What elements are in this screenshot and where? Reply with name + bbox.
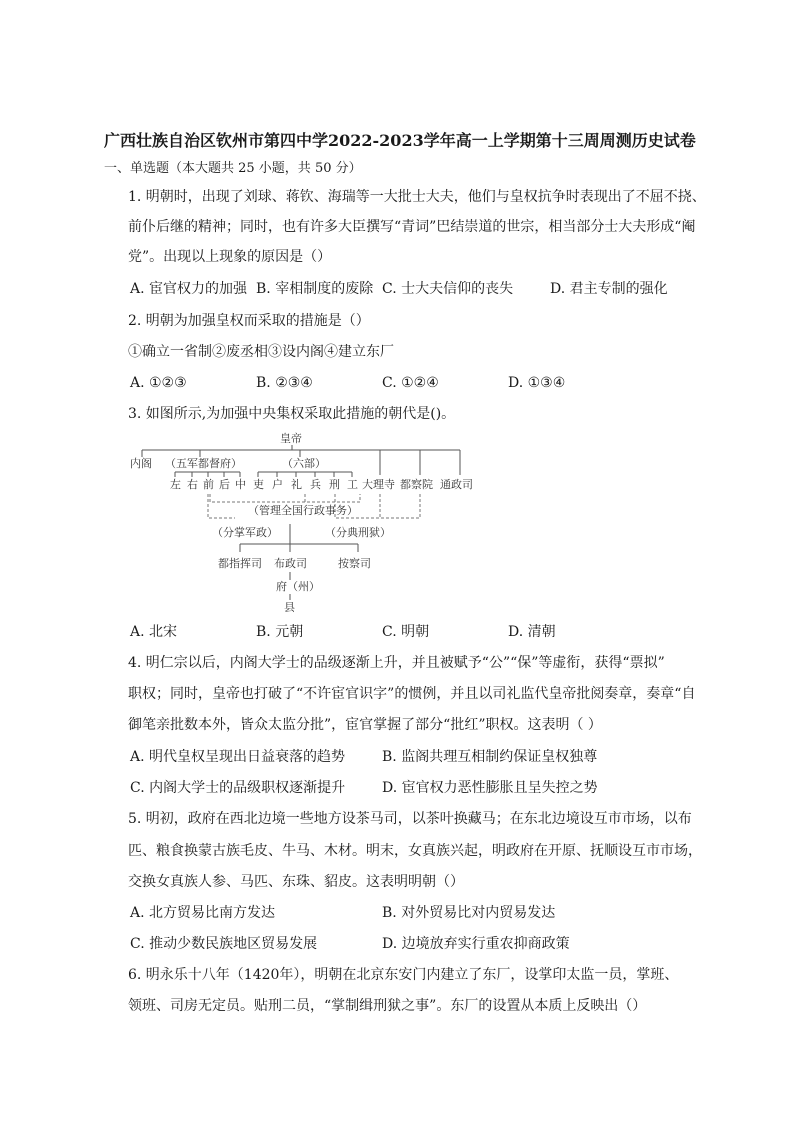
q3-line-1: 3. 如图所示,为加强中央集权采取此措施的朝代是()。 bbox=[128, 406, 456, 422]
q5-option-a[interactable]: A. 北方贸易比南方发达 bbox=[130, 905, 276, 921]
q4-line-2: 职权；同时，皇帝也打破了“不许宦官识字”的惯例，并且以司礼监代皇帝批阅奏章，奏章“自 bbox=[128, 686, 696, 702]
diagram-hu: 户 bbox=[272, 478, 283, 491]
ming-government-diagram bbox=[130, 430, 490, 615]
q4-option-b[interactable]: B. 监阁共理互相制约保证皇权独尊 bbox=[382, 749, 598, 765]
q3-option-a[interactable]: A. 北宋 bbox=[130, 624, 178, 640]
diagram-zhong: 中 bbox=[235, 478, 246, 491]
q1-option-a[interactable]: A. 宦官权力的加强 bbox=[130, 281, 248, 297]
diagram-zuo: 左 bbox=[170, 478, 181, 491]
q1-line-1: 1. 明朝时，出现了刘球、蒋钦、海瑞等一大批士大夫，他们与皇权抗争时表现出了不屈不挠、 bbox=[128, 189, 706, 205]
q4-option-c[interactable]: C. 内阁大学士的品级职权逐渐提升 bbox=[130, 780, 346, 796]
diagram-li: 吏 bbox=[253, 478, 264, 491]
q2-option-a[interactable]: A. ①②③ bbox=[130, 375, 187, 391]
q1-option-b[interactable]: B. 宰相制度的废除 bbox=[256, 281, 374, 297]
diagram-guanli: （管理全国行政事务） bbox=[248, 504, 358, 517]
q2-option-b[interactable]: B. ②③④ bbox=[256, 375, 313, 391]
q4-option-d[interactable]: D. 宦官权力恶性膨胀且呈失控之势 bbox=[382, 780, 598, 796]
diagram-neige: 内阁 bbox=[130, 457, 152, 470]
diagram-xing: 刑 bbox=[329, 478, 340, 491]
q1-option-c[interactable]: C. 士大夫信仰的丧失 bbox=[382, 281, 514, 297]
diagram-fendian: （分典刑狱） bbox=[325, 526, 391, 539]
q3-option-d[interactable]: D. 清朝 bbox=[508, 624, 556, 640]
diagram-ancha: 按察司 bbox=[338, 557, 371, 570]
diagram-gong: 工 bbox=[347, 478, 358, 491]
diagram-hou: 后 bbox=[219, 478, 230, 491]
q1-line-2: 前仆后继的精神；同时，也有许多大臣撰写“青词”巴结崇道的世宗，相当部分士大夫形成“阉 bbox=[128, 219, 696, 235]
q2-line-1: 2. 明朝为加强皇权而采取的措施是（） bbox=[128, 313, 370, 329]
q1-line-3: 党”。出现以上现象的原因是（） bbox=[128, 249, 332, 265]
q5-line-3: 交换女真族人参、马匹、东珠、貂皮。这表明明朝（） bbox=[128, 874, 464, 890]
diagram-you: 右 bbox=[187, 478, 198, 491]
diagram-emperor: 皇帝 bbox=[280, 432, 302, 445]
diagram-duzhihui: 都指挥司 bbox=[218, 557, 262, 570]
q2-line-2: ①确立一省制②废丞相③设内阁④建立东厂 bbox=[128, 344, 394, 360]
diagram-tongzhengsi: 通政司 bbox=[440, 478, 473, 491]
q5-line-2: 匹、粮食换蒙古族毛皮、牛马、木材。明末，女真族兴起，明政府在开原、抚顺设互市市场， bbox=[128, 843, 702, 859]
q3-option-b[interactable]: B. 元朝 bbox=[256, 624, 304, 640]
q6-line-1: 6. 明永乐十八年（1420年），明朝在北京东安门内建立了东厂，设掌印太监一员，掌班、 bbox=[128, 967, 679, 983]
page-title: 广西壮族自治区钦州市第四中学2022-2023学年高一上学期第十三周周测历史试卷 bbox=[104, 131, 696, 150]
diagram-wujun: （五军都督府） bbox=[165, 457, 242, 470]
diagram-buzheng: 布政司 bbox=[274, 557, 307, 570]
diagram-liubu: （六部） bbox=[282, 457, 326, 470]
q4-line-1: 4. 明仁宗以后，内阁大学士的品级逐渐上升，并且被赋予“公”“保”等虚衔，获得“票拟” bbox=[128, 655, 665, 671]
q2-option-d[interactable]: D. ①③④ bbox=[508, 375, 566, 391]
diagram-dalisi: 大理寺 bbox=[362, 478, 395, 491]
diagram-xian: 县 bbox=[284, 601, 295, 614]
diagram-bing: 兵 bbox=[310, 478, 321, 491]
q5-option-d[interactable]: D. 边境放弃实行重农抑商政策 bbox=[382, 936, 570, 952]
q4-line-3: 御笔亲批数本外，皆众太监分批”，宦官掌握了部分“批红”职权。这表明（ ） bbox=[128, 717, 602, 733]
q5-option-c[interactable]: C. 推动少数民族地区贸易发展 bbox=[130, 936, 318, 952]
section-heading: 一、单选题（本大题共 25 小题，共 50 分） bbox=[104, 161, 362, 176]
q2-option-c[interactable]: C. ①②④ bbox=[382, 375, 439, 391]
q5-line-1: 5. 明初，政府在西北边境一些地方设茶马司，以茶叶换藏马；在东北边境设互市市场，以布 bbox=[128, 811, 692, 827]
diagram-fuzhou: 府（州） bbox=[276, 580, 320, 593]
diagram-duchayuan: 都察院 bbox=[400, 478, 433, 491]
q4-option-a[interactable]: A. 明代皇权呈现出日益衰落的趋势 bbox=[130, 749, 346, 765]
q3-option-c[interactable]: C. 明朝 bbox=[382, 624, 430, 640]
diagram-li2: 礼 bbox=[291, 478, 302, 491]
q6-line-2: 领班、司房无定员。贴刑二员，“掌制缉刑狱之事”。东厂的设置从本质上反映出（） bbox=[128, 998, 647, 1014]
q1-option-d[interactable]: D. 君主专制的强化 bbox=[550, 281, 668, 297]
q5-option-b[interactable]: B. 对外贸易比对内贸易发达 bbox=[382, 905, 556, 921]
diagram-fenzhang: （分掌军政） bbox=[212, 526, 278, 539]
diagram-qian: 前 bbox=[203, 478, 214, 491]
